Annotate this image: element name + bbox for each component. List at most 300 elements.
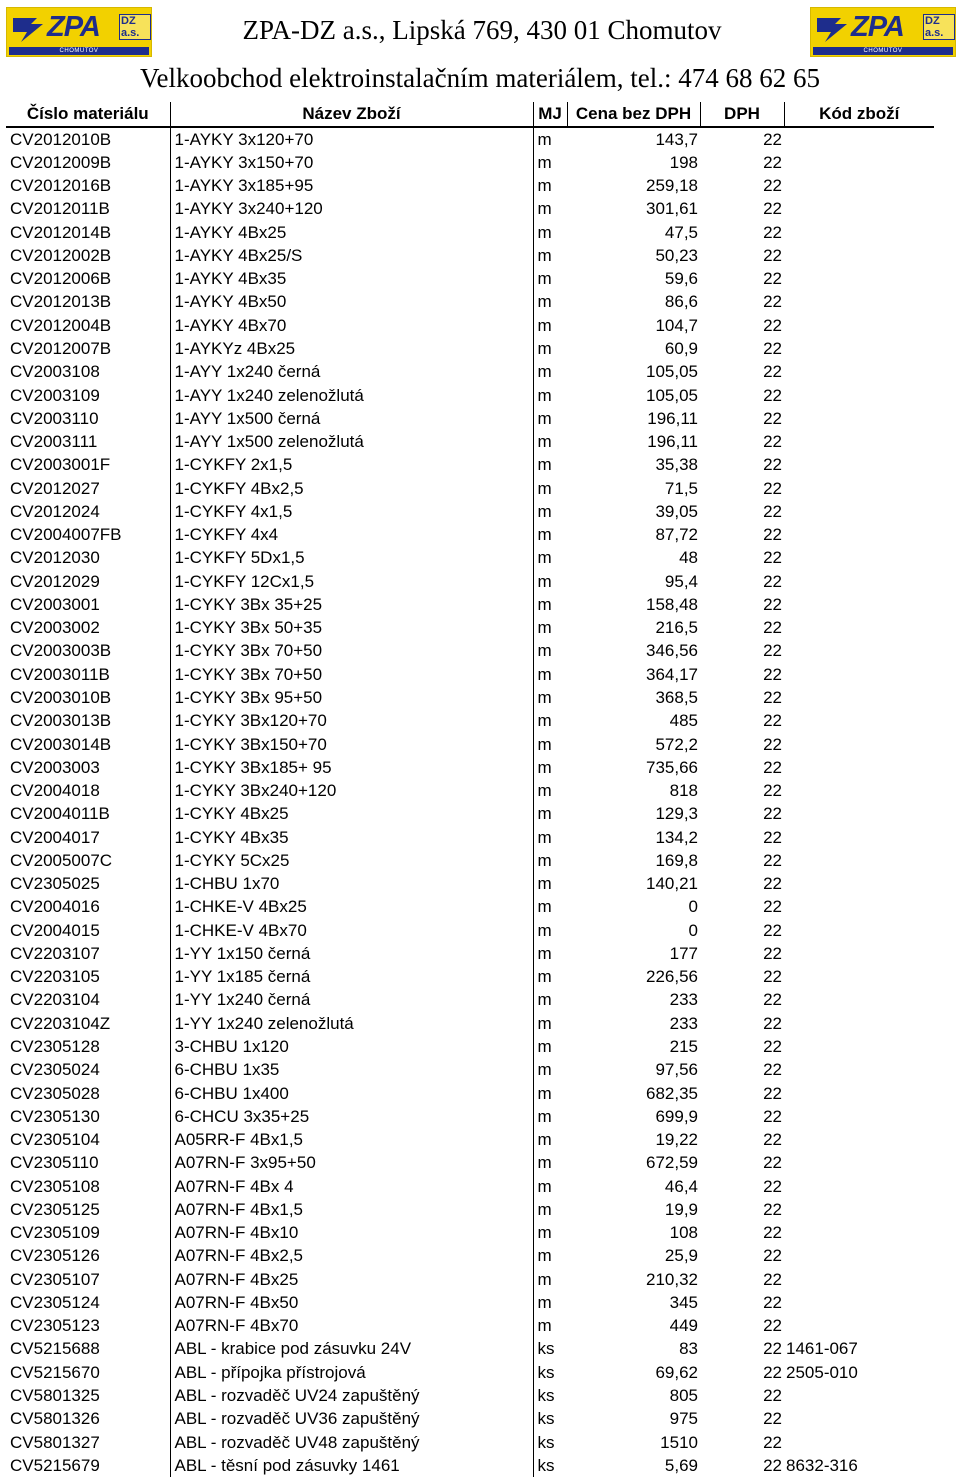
vat-cell: 22 [763,525,782,545]
unit-cell: m [537,478,552,498]
material-number-cell: CV2004016 [10,897,100,917]
product-code-cell [784,127,934,151]
product-name-cell: 1-CYKY 3Bx 35+25 [170,593,533,616]
unit-cell: m [537,1316,552,1336]
table-row [6,1152,934,1175]
table-row [6,1291,934,1314]
product-name-cell: 1-AYKY 3x150+70 [170,151,533,174]
table-row [6,989,934,1012]
product-code-cell [784,1268,934,1291]
vat-cell: 22 [763,501,782,521]
product-name-cell: ABL - krabice pod zásuvku 24V [170,1338,533,1361]
unit-cell: ks [537,1385,555,1405]
material-number-cell: CV2003014B [10,734,112,754]
price-cell: 105,05 [646,385,698,405]
vat-cell: 22 [763,1292,782,1312]
price-cell: 216,5 [655,618,698,638]
material-number-cell: CV2305028 [10,1083,100,1103]
product-name-cell: 1-AYKY 4Bx35 [170,268,533,291]
product-name-cell: A07RN-F 4Bx 4 [170,1175,533,1198]
vat-cell: 22 [763,827,782,847]
unit-cell: m [537,339,552,359]
material-number-cell: CV5801326 [10,1409,100,1429]
product-code-cell [784,1431,934,1454]
price-cell: 699,9 [655,1106,698,1126]
material-number-cell: CV2305128 [10,1036,100,1056]
product-name-cell: ABL - rozvaděč UV24 zapuštěný [170,1384,533,1407]
material-number-cell: CV2003108 [10,362,100,382]
table-row [6,1268,934,1291]
material-number-cell: CV2203105 [10,967,100,987]
price-cell: 169,8 [655,850,698,870]
unit-cell: m [537,245,552,265]
price-cell: 364,17 [646,664,698,684]
price-cell: 47,5 [664,222,698,242]
product-code-cell [784,314,934,337]
product-code-cell [784,989,934,1012]
material-number-cell: CV2012006B [10,269,112,289]
price-cell: 134,2 [655,827,698,847]
unit-cell: m [537,269,552,289]
unit-cell: m [537,385,552,405]
vat-cell: 22 [763,920,782,940]
unit-cell: m [537,757,552,777]
material-number-cell: CV2305025 [10,874,100,894]
product-name-cell: A05RR-F 4Bx1,5 [170,1128,533,1151]
product-name-cell: ABL - přípojka přístrojová [170,1361,533,1384]
vat-cell: 22 [763,548,782,568]
vat-cell: 22 [763,1060,782,1080]
price-cell: 196,11 [647,408,698,428]
vat-cell: 22 [763,641,782,661]
unit-cell: m [537,408,552,428]
product-name-cell: 1-AYY 1x500 černá [170,407,533,430]
vat-cell: 22 [763,385,782,405]
price-cell: 196,11 [647,432,698,452]
product-name-cell: 1-AYKY 3x120+70 [170,127,533,151]
material-number-cell: CV5215670 [10,1362,100,1382]
vat-cell: 22 [763,408,782,428]
company-address: ZPA-DZ a.s., Lipská 769, 430 01 Chomutov [242,15,722,45]
price-cell: 19,9 [664,1199,698,1219]
material-number-cell: CV2203104Z [10,1013,111,1033]
vat-cell: 22 [763,362,782,382]
vat-cell: 22 [763,478,782,498]
price-cell: 87,72 [655,525,698,545]
vat-cell: 22 [763,734,782,754]
product-name-cell: A07RN-F 4Bx1,5 [170,1198,533,1221]
product-name-cell: 3-CHBU 1x120 [170,1035,533,1058]
product-name-cell: 1-CYKFY 5Dx1,5 [170,547,533,570]
unit-cell: m [537,1246,552,1266]
product-code-cell [784,407,934,430]
unit-cell: m [537,664,552,684]
product-code-cell [784,1152,934,1175]
column-header: Číslo materiálu [6,102,170,127]
table-header-row [6,102,934,127]
unit-cell: ks [537,1455,555,1475]
material-number-cell: CV2003109 [10,385,100,405]
price-cell: 71,5 [664,478,698,498]
material-number-cell: CV2305104 [10,1130,100,1150]
price-cell: 449 [669,1316,698,1336]
product-code-cell [784,640,934,663]
unit-cell: m [537,641,552,661]
logo-city: CHOMUTOV [813,47,953,55]
product-code-cell [784,337,934,360]
table-row [6,1338,934,1361]
table-row [6,779,934,802]
vat-cell: 22 [763,129,782,149]
price-cell: 735,66 [646,757,698,777]
vat-cell: 22 [763,152,782,172]
product-name-cell: 1-YY 1x240 zelenožlutá [170,1012,533,1035]
material-number-cell: CV2004018 [10,781,100,801]
table-row [6,826,934,849]
unit-cell: m [537,129,552,149]
vat-cell: 22 [763,1339,782,1359]
material-number-cell: CV2012027 [10,478,100,498]
product-code-cell [784,1198,934,1221]
product-name-cell: 1-AYY 1x500 zelenožlutá [170,430,533,453]
vat-cell: 22 [763,618,782,638]
product-name-cell: A07RN-F 3x95+50 [170,1152,533,1175]
table-row [6,873,934,896]
product-code-cell [784,524,934,547]
table-row [6,849,934,872]
vat-cell: 22 [763,222,782,242]
unit-cell: m [537,1223,552,1243]
product-name-cell: 1-CYKY 3Bx150+70 [170,733,533,756]
table-row [6,314,934,337]
material-number-cell: CV2012002B [10,245,112,265]
product-name-cell: 1-AYY 1x240 černá [170,361,533,384]
price-cell: 346,56 [646,641,698,661]
product-code-cell [784,1012,934,1035]
product-code-cell [784,361,934,384]
vat-cell: 22 [763,1269,782,1289]
product-code-cell [784,849,934,872]
price-cell: 158,48 [646,594,698,614]
vat-cell: 22 [763,1153,782,1173]
table-row [6,1082,934,1105]
price-cell: 572,2 [655,734,698,754]
material-number-cell: CV2305124 [10,1292,100,1312]
material-number-cell: CV2012010B [10,129,112,149]
table-row [6,500,934,523]
product-code-cell [784,477,934,500]
vat-cell: 22 [763,1362,782,1382]
price-cell: 0 [688,920,698,940]
table-row [6,942,934,965]
material-number-cell: CV2004015 [10,920,100,940]
table-row [6,244,934,267]
unit-cell: ks [537,1432,555,1452]
material-number-cell: CV2305123 [10,1316,100,1336]
price-cell: 35,38 [655,455,698,475]
vat-cell: 22 [763,1246,782,1266]
table-row [6,803,934,826]
unit-cell: m [537,1199,552,1219]
unit-cell: m [537,990,552,1010]
product-name-cell: 1-CYKY 3Bx 70+50 [170,663,533,686]
table-row [6,477,934,500]
material-number-cell: CV2003013B [10,711,112,731]
table-row [6,593,934,616]
price-cell: 805 [669,1385,698,1405]
vat-cell: 22 [763,269,782,289]
unit-cell: m [537,943,552,963]
table-row [6,1315,934,1338]
table-row [6,896,934,919]
price-cell: 0 [688,897,698,917]
material-number-cell: CV2012011B [10,199,110,219]
price-cell: 818 [669,781,698,801]
product-code-cell: 2505-010 [786,1362,858,1382]
table-row [6,268,934,291]
unit-cell: m [537,1013,552,1033]
product-name-cell: ABL - těsní pod zásuvky 1461 [170,1454,533,1477]
logo-text: ZPA [47,11,100,43]
table-row [6,663,934,686]
product-name-cell: 1-AYKY 4Bx70 [170,314,533,337]
unit-cell: m [537,874,552,894]
product-code-cell [784,1291,934,1314]
product-code-cell [784,1221,934,1244]
unit-cell: ks [537,1409,555,1429]
product-code-cell [784,1384,934,1407]
company-logo [810,7,956,57]
vat-cell: 22 [763,1455,782,1475]
vat-cell: 22 [763,874,782,894]
product-name-cell: 1-CHKE-V 4Bx25 [170,896,533,919]
price-cell: 301,61 [646,199,698,219]
material-number-cell: CV2012009B [10,152,112,172]
product-code-cell [784,803,934,826]
vat-cell: 22 [763,1176,782,1196]
product-code-cell [784,779,934,802]
company-subtitle: Velkoobchod elektroinstalačním materiálem, tel.: 474 68 62 65 [139,63,821,93]
unit-cell: m [537,920,552,940]
unit-cell: m [537,688,552,707]
product-code-cell [784,873,934,896]
price-cell: 39,05 [655,501,698,521]
product-code-cell [784,1245,934,1268]
table-row [6,175,934,198]
table-row [6,1431,934,1454]
material-number-cell: CV2305125 [10,1199,100,1219]
table-row [6,430,934,453]
vat-cell: 22 [763,199,782,219]
product-code-cell [784,244,934,267]
table-row [6,361,934,384]
material-number-cell: CV2305108 [10,1176,100,1196]
product-code-cell [784,547,934,570]
unit-cell: m [537,152,552,172]
price-cell: 69,62 [655,1362,698,1382]
unit-cell: m [537,455,552,475]
product-name-cell: 1-AYKY 4Bx25 [170,221,533,244]
material-number-cell: CV2004011B [10,804,110,824]
price-cell: 46,4 [664,1176,698,1196]
product-code-cell [784,454,934,477]
material-number-cell: CV2003003B [10,641,112,661]
price-list-table [6,102,934,1477]
unit-cell: m [537,897,552,917]
price-cell: 1510 [660,1432,698,1452]
material-number-cell: CV5215679 [10,1455,100,1475]
product-name-cell: A07RN-F 4Bx2,5 [170,1245,533,1268]
vat-cell: 22 [763,664,782,684]
unit-cell: m [537,827,552,847]
unit-cell: m [537,804,552,824]
price-cell: 48 [679,548,698,568]
vat-cell: 22 [763,1013,782,1033]
product-code-cell [784,617,934,640]
material-number-cell: CV2003001 [10,594,100,614]
price-cell: 50,23 [655,245,698,265]
table-row [6,291,934,314]
product-name-cell: 1-CYKFY 4x1,5 [170,500,533,523]
product-code-cell: 1461-067 [786,1339,858,1359]
column-header: DPH [700,102,784,127]
material-number-cell: CV2012029 [10,571,100,591]
product-code-cell [784,1128,934,1151]
unit-cell: m [537,501,552,521]
table-row [6,1245,934,1268]
table-row [6,1175,934,1198]
product-code-cell [784,570,934,593]
vat-cell: 22 [763,1223,782,1243]
material-number-cell: CV2004007FB [10,525,122,545]
product-name-cell: 1-AYKY 4Bx50 [170,291,533,314]
price-cell: 215 [669,1036,698,1056]
table-row [6,640,934,663]
product-name-cell: 1-CYKY 3Bx 95+50 [170,686,533,709]
logo-arrow-icon [815,14,849,44]
material-number-cell: CV2203107 [10,943,100,963]
vat-cell: 22 [763,943,782,963]
product-code-cell [784,896,934,919]
product-code-cell [784,733,934,756]
vat-cell: 22 [763,781,782,801]
product-name-cell: 1-CYKFY 4x4 [170,524,533,547]
price-cell: 233 [669,1013,698,1033]
price-cell: 25,9 [664,1246,698,1266]
table-row [6,1012,934,1035]
price-cell: 672,59 [646,1153,698,1173]
product-name-cell: 1-YY 1x240 černá [170,989,533,1012]
vat-cell: 22 [763,850,782,870]
table-row [6,710,934,733]
product-name-cell: 1-CYKY 3Bx 70+50 [170,640,533,663]
vat-cell: 22 [763,176,782,196]
material-number-cell: CV2003110 [10,408,99,428]
unit-cell: m [537,525,552,545]
unit-cell: ks [537,1339,555,1359]
logo-arrow-icon [11,14,45,44]
product-code-cell [784,1315,934,1338]
material-number-cell: CV2012013B [10,292,112,312]
unit-cell: ks [537,1362,555,1382]
logo-badge: DZ a.s. [923,14,955,40]
product-code-cell [784,268,934,291]
unit-cell: m [537,1269,552,1289]
price-cell: 210,32 [646,1269,698,1289]
table-row [6,1384,934,1407]
price-cell: 233 [669,990,698,1010]
price-cell: 104,7 [655,315,698,335]
material-number-cell: CV2305109 [10,1223,100,1243]
unit-cell: m [537,850,552,870]
product-name-cell: 1-AYKY 3x240+120 [170,198,533,221]
product-code-cell [784,221,934,244]
vat-cell: 22 [763,292,782,312]
price-cell: 19,22 [655,1130,698,1150]
table-row [6,547,934,570]
table-row [6,1361,934,1384]
product-code-cell [784,919,934,942]
material-number-cell: CV5215688 [10,1339,100,1359]
unit-cell: m [537,711,552,731]
column-header: Název Zboží [170,102,533,127]
price-cell: 97,56 [655,1060,698,1080]
table-row [6,686,934,709]
vat-cell: 22 [763,594,782,614]
material-number-cell: CV2003111 [10,432,98,452]
material-number-cell: CV2003002 [10,618,100,638]
price-cell: 105,05 [646,362,698,382]
product-name-cell: 1-CYKY 3Bx185+ 95 [170,756,533,779]
product-name-cell: 1-YY 1x185 černá [170,966,533,989]
product-name-cell: 1-CYKFY 2x1,5 [170,454,533,477]
unit-cell: m [537,618,552,638]
product-name-cell: 1-AYKYz 4Bx25 [170,337,533,360]
vat-cell: 22 [763,990,782,1010]
product-code-cell [784,710,934,733]
table-row [6,384,934,407]
price-cell: 259,18 [646,176,698,196]
product-name-cell: 6-CHCU 3x35+25 [170,1105,533,1128]
logo-city: CHOMUTOV [9,47,149,55]
product-name-cell: 1-CYKY 3Bx 50+35 [170,617,533,640]
table-row [6,733,934,756]
vat-cell: 22 [763,1036,782,1056]
unit-cell: m [537,594,552,614]
vat-cell: 22 [763,1409,782,1429]
product-name-cell: 1-AYY 1x240 zelenožlutá [170,384,533,407]
product-code-cell [784,151,934,174]
material-number-cell: CV2305024 [10,1060,100,1080]
table-row [6,221,934,244]
table-row [6,1105,934,1128]
product-code-cell [784,756,934,779]
material-number-cell: CV2012016B [10,176,112,196]
vat-cell: 22 [763,1432,782,1452]
vat-cell: 22 [763,571,782,591]
material-number-cell: CV2012007B [10,339,112,359]
table-row [6,1059,934,1082]
material-number-cell: CV2004017 [10,827,100,847]
price-cell: 226,56 [646,967,698,987]
product-name-cell: 1-CHKE-V 4Bx70 [170,919,533,942]
product-name-cell: 6-CHBU 1x35 [170,1059,533,1082]
price-cell: 368,5 [655,688,698,707]
vat-cell: 22 [763,245,782,265]
table-row [6,1035,934,1058]
price-cell: 682,35 [646,1083,698,1103]
product-code-cell [784,291,934,314]
